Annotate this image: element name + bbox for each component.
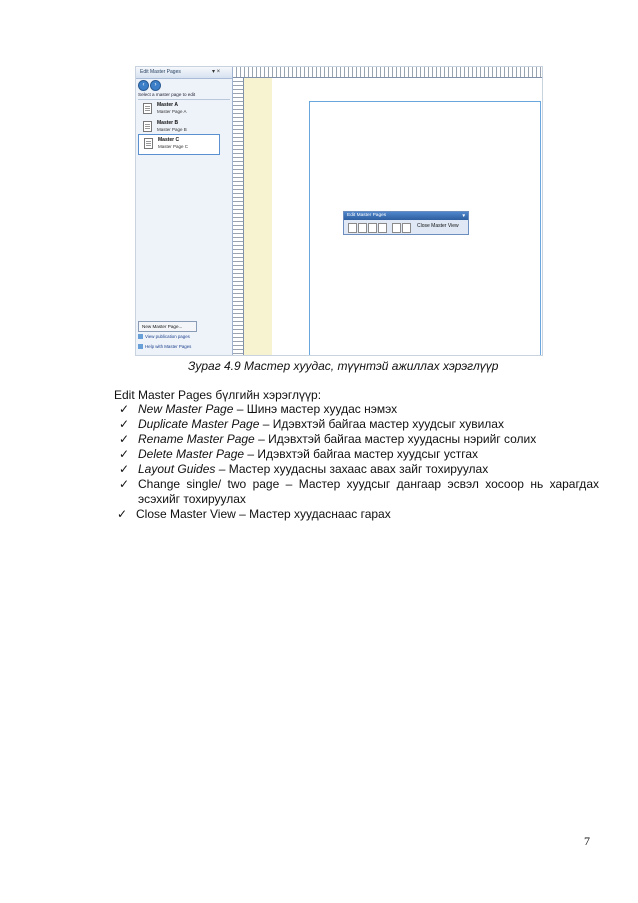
page-icon xyxy=(144,138,153,149)
duplicate-master-page-icon[interactable] xyxy=(358,223,367,233)
help-icon xyxy=(138,344,143,349)
check-icon: ✓ xyxy=(119,402,130,416)
delete-master-page-icon[interactable] xyxy=(378,223,387,233)
link-label: Help with Master Pages xyxy=(145,344,192,349)
figure-caption: Зураг 4.9 Мастер хуудас, түүнтэй ажиллах хэрэглүүр xyxy=(188,359,499,373)
item-term: New Master Page xyxy=(138,402,234,416)
pane-nav xyxy=(138,80,230,90)
new-master-page-button[interactable]: New Master Page... xyxy=(138,321,197,332)
item-text: Change single/ two page – Мастер хуудсыг дангаар эсвэл хосоор нь харагдах эсэхийг тохируулах xyxy=(138,477,599,506)
master-sub: Master Page A xyxy=(157,109,187,114)
item-desc: – Мастер хуудасны захаас авах зайг тохируулах xyxy=(215,462,489,476)
close-master-view-button[interactable]: Close Master View xyxy=(417,223,459,229)
forward-icon[interactable]: › xyxy=(150,80,161,91)
pane-title-bar xyxy=(136,67,232,79)
item-term: Layout Guides xyxy=(138,462,216,476)
screenshot-figure xyxy=(135,66,543,356)
pane-controls[interactable]: ▾ × xyxy=(212,69,221,75)
page-number: 7 xyxy=(584,834,590,848)
item-term: Duplicate Master Page xyxy=(138,417,260,431)
master-name: Master C xyxy=(158,137,180,143)
new-master-page-icon[interactable] xyxy=(348,223,357,233)
change-page-view-icon[interactable] xyxy=(402,223,411,233)
check-icon: ✓ xyxy=(119,477,130,491)
list-item xyxy=(119,432,599,447)
item-text: Close Master View – Мастер хуудаснаас гарах xyxy=(136,507,391,521)
layout-guides-icon[interactable] xyxy=(392,223,401,233)
intro-text: Edit Master Pages бүлгийн хэрэглүүр: xyxy=(114,388,322,402)
item-term: Delete Master Page xyxy=(138,447,245,461)
help-master-pages-link[interactable] xyxy=(138,344,191,349)
page-icon xyxy=(143,121,152,132)
list-item xyxy=(117,507,599,522)
master-c-item[interactable] xyxy=(138,134,220,155)
view-publication-pages-link[interactable] xyxy=(138,334,190,339)
check-icon: ✓ xyxy=(119,447,130,461)
check-icon: ✓ xyxy=(119,417,130,431)
pane-hint: Select a master page to edit xyxy=(138,92,230,100)
tool-list xyxy=(119,402,599,522)
list-item xyxy=(119,402,599,417)
page-icon xyxy=(143,103,152,114)
master-sub: Master Page C xyxy=(158,144,189,149)
edit-master-pages-toolbar xyxy=(343,211,469,235)
list-item xyxy=(119,462,599,477)
scratch-area xyxy=(244,78,272,355)
item-desc: – Идэвхтэй байгаа мастер хуудсыг устгах xyxy=(244,447,479,461)
check-icon: ✓ xyxy=(119,432,130,446)
toolbar-title: Edit Master Pages xyxy=(347,213,387,218)
vertical-ruler[interactable] xyxy=(233,78,244,355)
link-icon xyxy=(138,334,143,339)
edit-master-pages-pane xyxy=(136,67,233,355)
horizontal-ruler[interactable] xyxy=(233,67,542,78)
back-icon[interactable]: ‹ xyxy=(138,80,149,91)
item-desc: – Шинэ мастер хуудас нэмэх xyxy=(233,402,398,416)
list-item xyxy=(119,447,599,462)
item-desc: – Идэвхтэй байгаа мастер хуудсыг хувилах xyxy=(259,417,504,431)
chevron-down-icon[interactable]: ▾ xyxy=(462,213,465,219)
master-name: Master A xyxy=(157,102,178,108)
toolbar-title-bar xyxy=(344,212,468,220)
master-sub: Master Page B xyxy=(157,127,187,132)
link-label: View publication pages xyxy=(145,334,190,339)
check-icon: ✓ xyxy=(117,507,128,521)
list-item xyxy=(119,477,599,507)
pane-title: Edit Master Pages xyxy=(140,69,181,75)
rename-master-page-icon[interactable] xyxy=(368,223,377,233)
master-name: Master B xyxy=(157,120,179,126)
item-desc: – Идэвхтэй байгаа мастер хуудасны нэрийг солих xyxy=(254,432,537,446)
item-term: Rename Master Page xyxy=(138,432,255,446)
check-icon: ✓ xyxy=(119,462,130,476)
master-a-item[interactable] xyxy=(138,100,218,119)
list-item xyxy=(119,417,599,432)
